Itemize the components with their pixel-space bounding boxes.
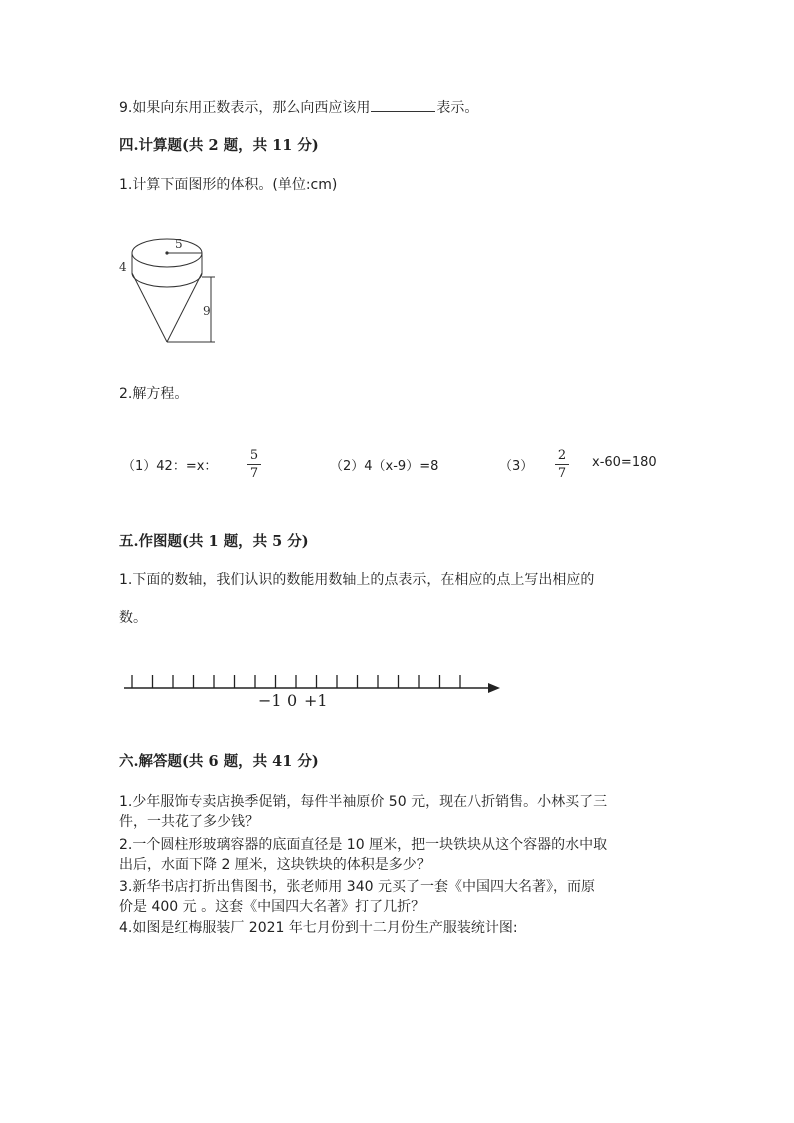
section-6-line: 出后，水面下降 2 厘米，这块铁块的体积是多少？ bbox=[119, 857, 431, 873]
section-6-line: 1.少年服饰专卖店换季促销，每件半袖原价 50 元，现在八折销售。小林买了三 bbox=[119, 794, 608, 810]
equation-3-rest: x-60=180 bbox=[592, 455, 657, 470]
fraction-bar bbox=[555, 464, 569, 465]
axis-arrow-icon bbox=[488, 683, 500, 693]
cylinder-height-label: 4 bbox=[119, 260, 127, 274]
question-9-suffix: 表示。 bbox=[436, 100, 479, 116]
cone-side-right bbox=[167, 273, 202, 342]
equation-1: （1）42：=x： bbox=[122, 459, 218, 474]
answer-blank[interactable] bbox=[371, 97, 435, 112]
section-6-line: 件，一共花了多少钱？ bbox=[119, 814, 259, 830]
section-5-question-1-line-1: 1.下面的数轴，我们认识的数能用数轴上的点表示，在相应的点上写出相应的 bbox=[119, 572, 595, 588]
section-6-line: 价是 400 元 。这套《中国四大名著》打了几折？ bbox=[119, 899, 426, 915]
section-6-line: 3.新华书店打折出售图书，张老师用 340 元买了一套《中国四大名著》，而原 bbox=[119, 879, 595, 895]
cone-side-left bbox=[132, 273, 167, 342]
section-6-heading: 六.解答题(共 6 题，共 41 分) bbox=[119, 753, 319, 770]
section-6-line: 2.一个圆柱形玻璃容器的底面直径是 10 厘米，把一块铁块从这个容器的水中取 bbox=[119, 837, 608, 853]
section-4-question-1: 1.计算下面图形的体积。(单位:cm) bbox=[119, 177, 338, 193]
fraction-numerator: 5 bbox=[249, 448, 259, 463]
section-4-heading: 四.计算题(共 2 题，共 11 分) bbox=[119, 137, 319, 154]
equation-2: （2）4（x-9）=8 bbox=[330, 459, 439, 474]
fraction-bar bbox=[247, 464, 261, 465]
equation-3-fraction bbox=[555, 448, 569, 481]
section-5-heading: 五.作图题(共 1 题，共 5 分) bbox=[119, 533, 309, 550]
axis-ticks bbox=[132, 675, 460, 688]
number-line bbox=[118, 668, 508, 713]
axis-label-plus-one: +1 bbox=[304, 691, 328, 710]
cylinder-bottom bbox=[132, 273, 202, 287]
cone-height-label: 9 bbox=[203, 304, 211, 318]
fraction-numerator: 2 bbox=[557, 448, 567, 463]
equation-3-label: （3） bbox=[499, 459, 534, 474]
axis-label-minus-one: −1 bbox=[258, 691, 282, 710]
section-5-question-1-line-2: 数。 bbox=[119, 610, 147, 626]
radius-label: 5 bbox=[175, 237, 183, 251]
axis-label-zero: 0 bbox=[287, 691, 298, 710]
equation-1-fraction bbox=[247, 448, 261, 481]
fraction-denominator: 7 bbox=[249, 466, 259, 481]
question-9 bbox=[119, 97, 478, 118]
fraction-denominator: 7 bbox=[557, 466, 567, 481]
cylinder-cone-figure bbox=[115, 225, 225, 350]
question-9-text: 9.如果向东用正数表示，那么向西应该用 bbox=[119, 100, 371, 116]
section-4-question-2: 2.解方程。 bbox=[119, 386, 189, 402]
section-6-line: 4.如图是红梅服装厂 2021 年七月份到十二月份生产服装统计图: bbox=[119, 920, 518, 936]
